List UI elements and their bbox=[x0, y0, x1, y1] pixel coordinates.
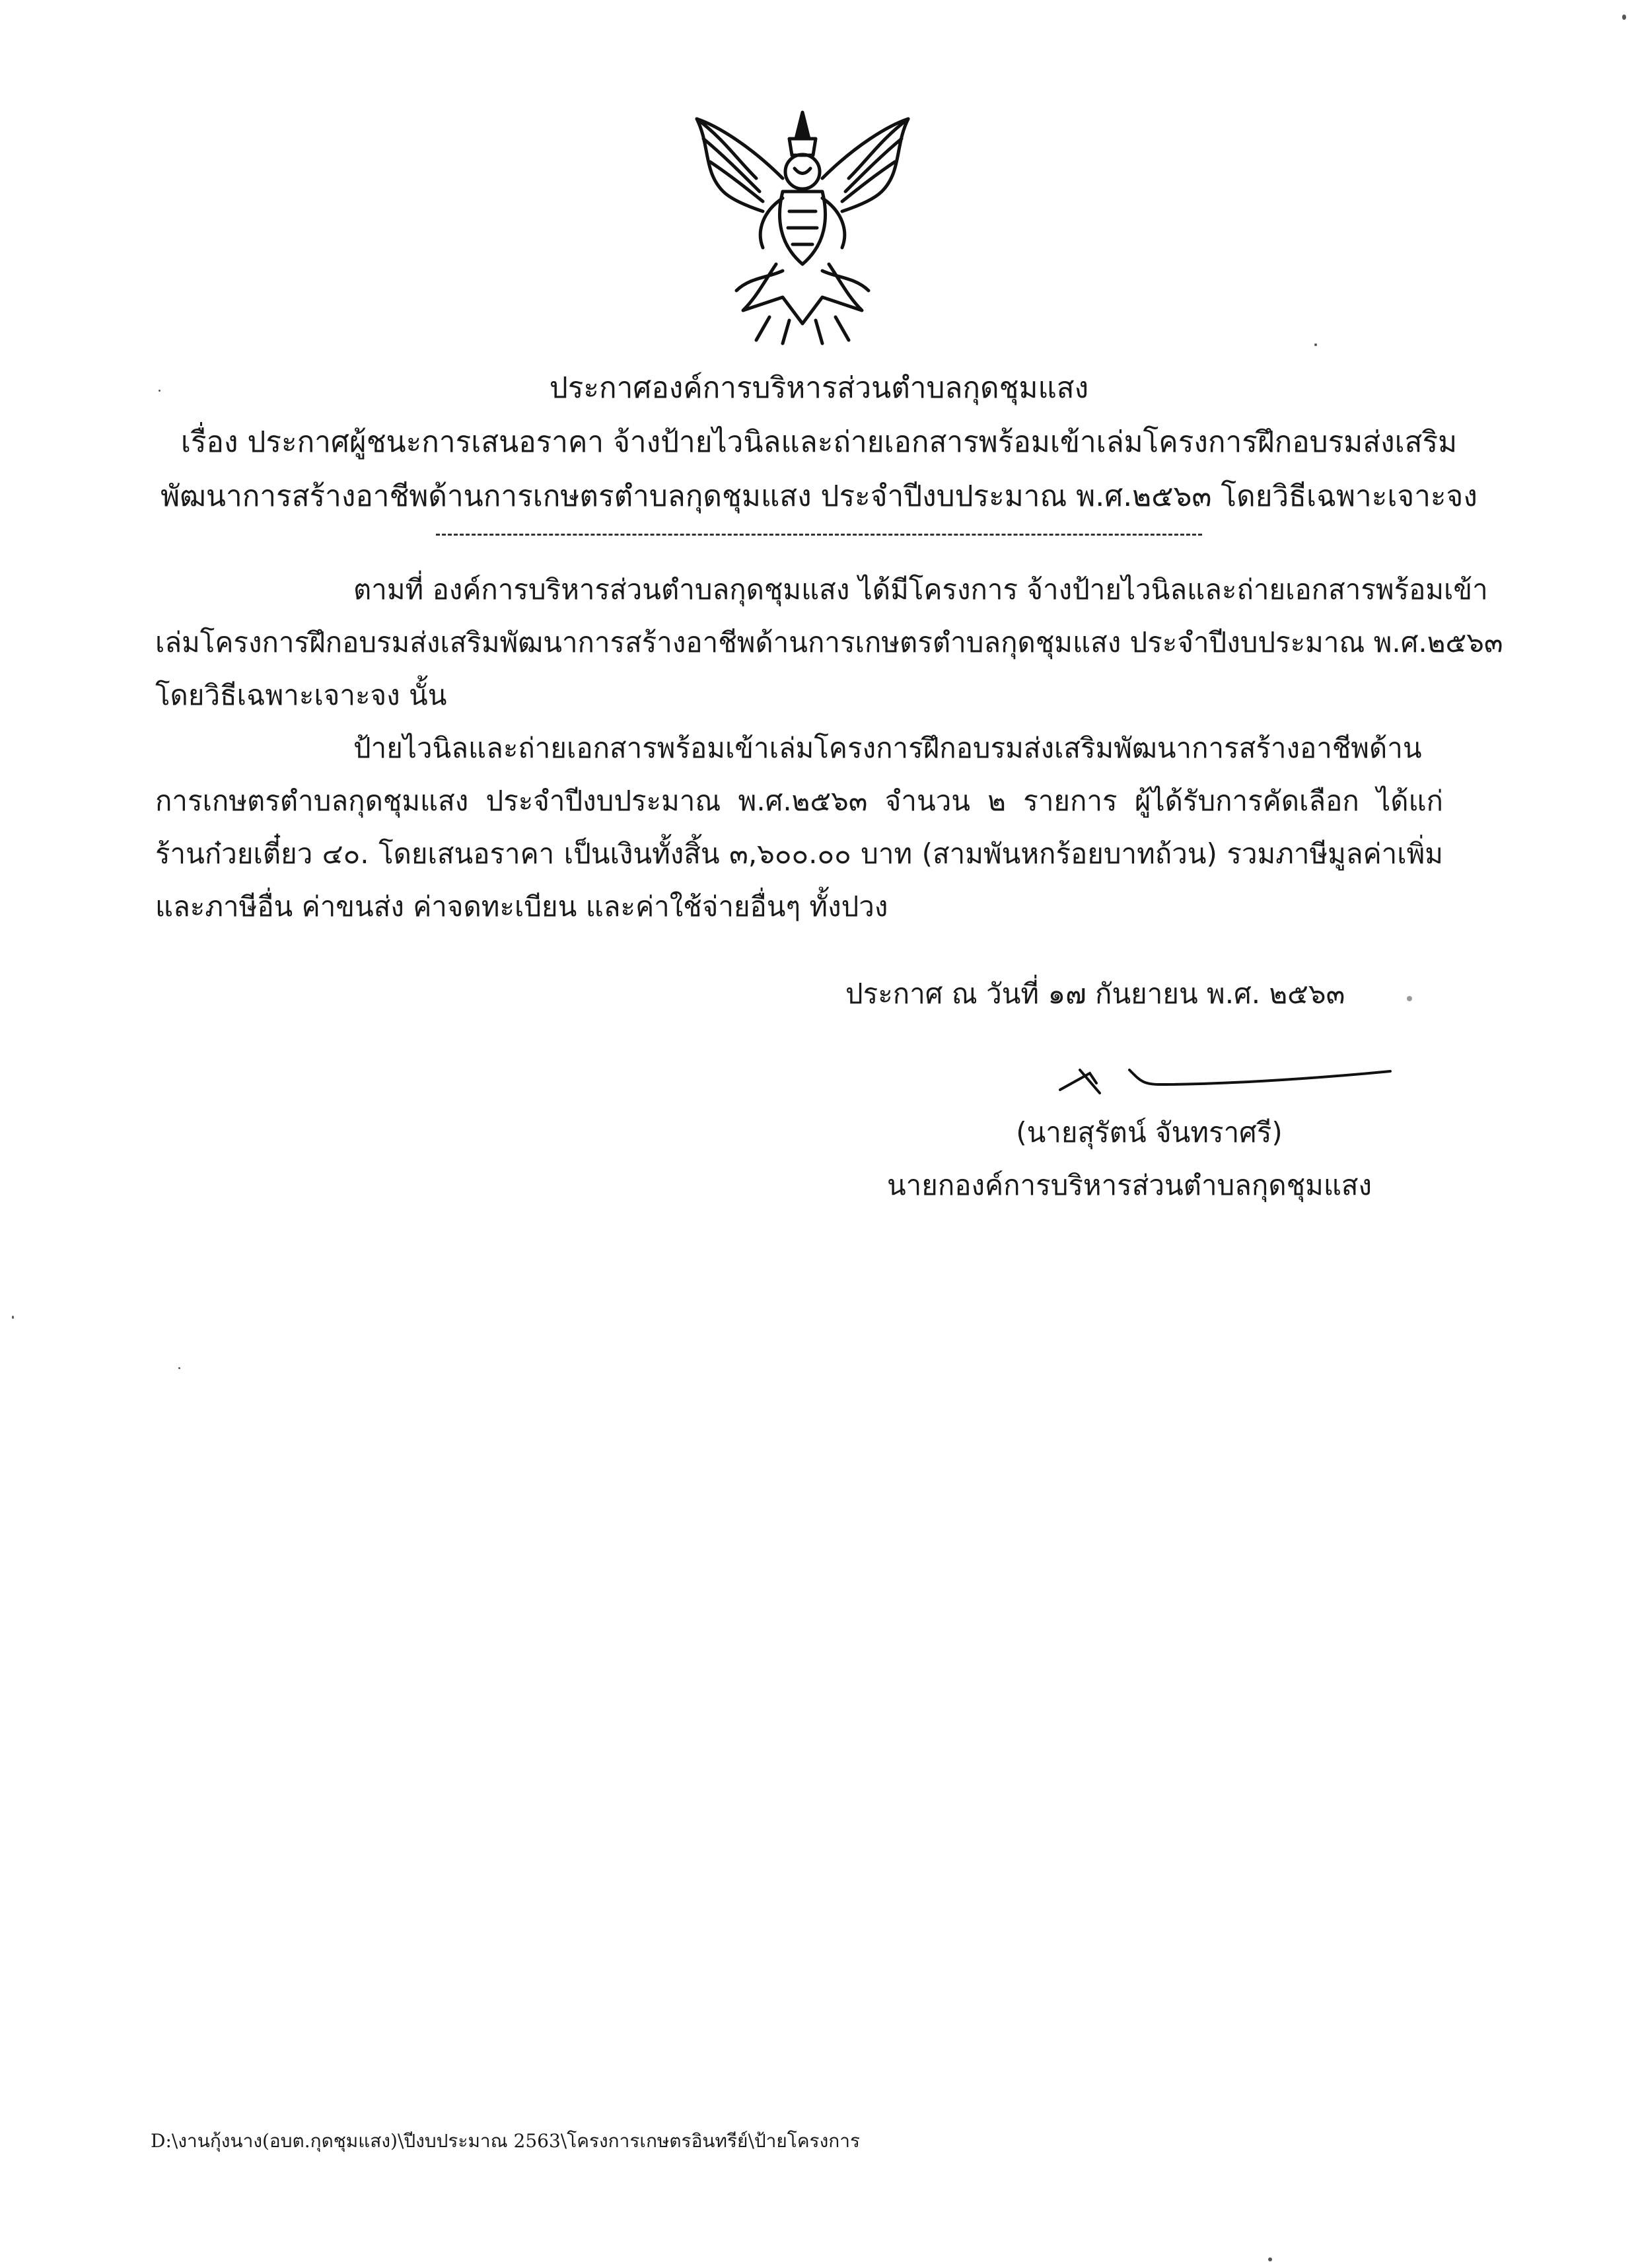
scan-speck bbox=[178, 1367, 180, 1369]
header-divider bbox=[436, 534, 1202, 536]
scan-speck bbox=[1268, 2257, 1272, 2261]
announcement-date: ประกาศ ณ วันที่ ๑๗ กันยายน พ.ศ. ๒๕๖๓ bbox=[845, 977, 1345, 1010]
signer-title: นายกองค์การบริหารส่วนตำบลกุดชุมแสง bbox=[886, 1169, 1372, 1201]
paragraph-2-line-4: และภาษีอื่น ค่าขนส่ง ค่าจดทะเบียน และค่าใช้จ่ายอื่นๆ ทั้งปวง bbox=[155, 890, 888, 923]
paragraph-1-line-1: ตามที่ องค์การบริหารส่วนตำบลกุดชุมแสง ได้มีโครงการ จ้างป้ายไวนิลและถ่ายเอกสารพร้อมเข้า bbox=[353, 573, 1488, 606]
paragraph-2-line-1: ป้ายไวนิลและถ่ายเอกสารพร้อมเข้าเล่มโครงการฝึกอบรมส่งเสริมพัฒนาการสร้างอาชีพด้าน bbox=[353, 732, 1422, 764]
announcement-subject-line-2: พัฒนาการสร้างอาชีพด้านการเกษตรตำบลกุดชุมแสง ประจำปีงบประมาณ พ.ศ.๒๕๖๓ โดยวิธีเฉพาะเจาะจง bbox=[160, 479, 1478, 513]
announcement-title: ประกาศองค์การบริหารส่วนตำบลกุดชุมแสง bbox=[549, 371, 1089, 405]
handwritten-signature bbox=[1050, 1057, 1400, 1103]
paragraph-2-line-2: การเกษตรตำบลกุดชุมแสง ประจำปีงบประมาณ พ.ศ.๒๕๖๓ จำนวน ๒ รายการ ผู้ได้รับการคัดเลือก ได้แก่ bbox=[155, 785, 1443, 817]
paragraph-1-line-2: เล่มโครงการฝึกอบรมส่งเสริมพัฒนาการสร้างอาชีพด้านการเกษตรตำบลกุดชุมแสง ประจำปีงบประมาณ พ.ศ.๒๕๖๓ bbox=[155, 626, 1503, 658]
signer-name: (นายสุรัตน์ จันทราศรี) bbox=[1016, 1116, 1283, 1149]
paragraph-1-line-3: โดยวิธีเฉพาะเจาะจง นั้น bbox=[155, 679, 447, 711]
scan-speck bbox=[1407, 996, 1412, 1001]
announcement-subject-line-1: เรื่อง ประกาศผู้ชนะการเสนอราคา จ้างป้ายไวนิลและถ่ายเอกสารพร้อมเข้าเล่มโครงการฝึกอบรมส่งเสริม bbox=[180, 425, 1458, 459]
scan-speck bbox=[12, 1316, 14, 1319]
footer-file-path: D:\งานกุ้งนาง(อบต.กุดชุมแสง)\ปีงบประมาณ 2563\โครงการเกษตรอินทรีย์\ป้ายโครงการ bbox=[151, 2130, 860, 2152]
paragraph-2-line-3: ร้านก๋วยเตี๋ยว ๔๐. โดยเสนอราคา เป็นเงินทั้งสิ้น ๓,๖๐๐.๐๐ บาท (สามพันหกร้อยบาทถ้วน) รวมภาษีมูลค่าเพิ่ม bbox=[155, 837, 1443, 870]
scan-speck bbox=[159, 390, 160, 392]
scan-speck bbox=[1314, 343, 1317, 346]
scan-speck bbox=[1622, 15, 1626, 20]
garuda-emblem-icon bbox=[684, 99, 921, 350]
